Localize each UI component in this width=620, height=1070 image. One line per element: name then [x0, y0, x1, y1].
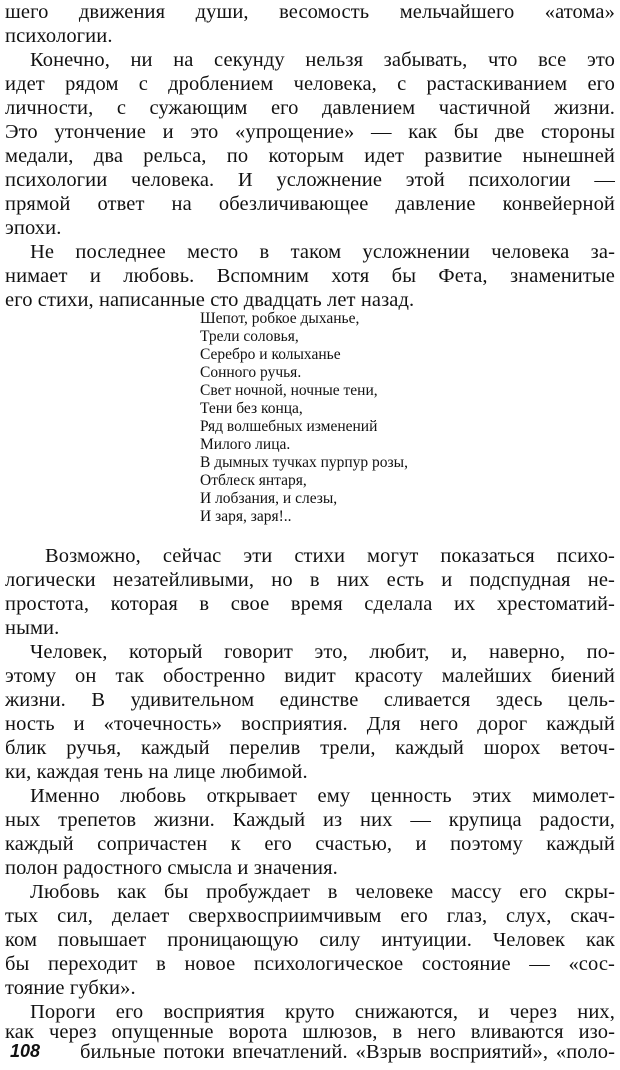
paragraph-5-line-5: блик ручья, каждый перелив трели, каждый шорох веточ-: [5, 737, 615, 759]
paragraph-7-line-1: Любовь как бы пробуждает в человеке массу его скры-: [30, 881, 615, 903]
paragraph-8-line-2: как через опущенные ворота шлюзов, в него вливаются изо-: [5, 1021, 615, 1043]
paragraph-3-line-1: Не последнее место в таком усложнении человека за-: [30, 241, 615, 263]
paragraph-4-line-2: логически незатейливыми, но в них есть и подспудная не-: [5, 569, 615, 591]
paragraph-6-line-3: каждый сопричастен к его счастью, и поэтому каждый: [5, 833, 615, 855]
paragraph-3-line-3: его стихи, написанные сто двадцать лет назад.: [5, 289, 415, 311]
paragraph-5-line-6: ки, каждая тень на лице любимой.: [5, 761, 308, 783]
poem-line-1: Шепот, робкое дыханье,: [200, 310, 360, 327]
paragraph-4-line-1: Возможно, сейчас эти стихи могут показаться психо-: [45, 545, 615, 567]
paragraph-2-line-2: идет рядом с дроблением человека, с растаскиванием его: [5, 73, 615, 95]
poem-line-11: И лобзания, и слезы,: [200, 490, 338, 507]
paragraph-2-line-3: личности, с сужающим его давлением частичной жизни.: [5, 97, 615, 119]
poem-line-12: И заря, заря!..: [200, 508, 292, 525]
paragraph-5-line-3: жизни. В удивительном единстве сливается здесь цель-: [5, 689, 615, 711]
paragraph-4-line-3: простота, которая в свое время сделала их хрестоматий-: [5, 593, 615, 615]
paragraph-1-line-1: шего движения души, весомость мельчайшего «атома»: [5, 1, 615, 23]
paragraph-2-line-4: Это утончение и это «упрощение» — как бы две стороны: [5, 121, 615, 143]
paragraph-6-line-2: ных трепетов жизни. Каждый из них — крупица радости,: [5, 809, 615, 831]
paragraph-7-line-4: бы переходит в новое психологическое состояние — «сос-: [5, 953, 615, 975]
paragraph-3-line-2: нимает и любовь. Вспомним хотя бы Фета, знаменитые: [5, 265, 615, 287]
paragraph-2-line-7: прямой ответ на обезличивающее давление конвейерной: [5, 193, 615, 215]
poem-line-7: Ряд волшебных изменений: [200, 418, 378, 435]
paragraph-7-line-5: тояние губки».: [5, 977, 136, 999]
paragraph-7-line-2: тых сил, делает сверхвосприимчивым его глаз, слух, скач-: [5, 905, 615, 927]
paragraph-2-line-1: Конечно, ни на секунду нельзя забывать, что все это: [30, 49, 615, 71]
poem-line-6: Тени без конца,: [200, 400, 303, 417]
page-number: 108: [10, 1041, 41, 1061]
poem-line-8: Милого лица.: [200, 436, 291, 453]
paragraph-5-line-2: этому он так обостренно видит красоту малейших биений: [5, 665, 615, 687]
paragraph-2-line-5: медали, два рельса, по которым идет развитие нынешней: [5, 145, 615, 167]
poem-line-3: Серебро и колыханье: [200, 346, 341, 363]
paragraph-2-line-6: психологии человека. И усложнение этой психологии —: [5, 169, 615, 191]
poem-line-4: Сонного ручья.: [200, 364, 302, 381]
poem-line-5: Свет ночной, ночные тени,: [200, 382, 378, 399]
paragraph-6-line-4: полон радостного смысла и значения.: [5, 857, 338, 879]
paragraph-1-line-2: психологии.: [5, 25, 113, 47]
paragraph-5-line-4: ность и «точечность» восприятия. Для него дорог каждый: [5, 713, 615, 735]
paragraph-5-line-1: Человек, который говорит это, любит, и, наверно, по-: [30, 641, 615, 663]
poem-line-10: Отблеск янтаря,: [200, 472, 307, 489]
poem-line-9: В дымных тучках пурпур розы,: [200, 454, 408, 471]
paragraph-2-line-8: эпохи.: [5, 217, 62, 239]
paragraph-4-line-4: ными.: [5, 617, 60, 639]
paragraph-8-line-3: бильные потоки впечатлений. «Взрыв восприятий», «поло-: [80, 1041, 615, 1063]
paragraph-7-line-3: ком повышает проницающую силу интуиции. Человек как: [5, 929, 615, 951]
poem-line-2: Трели соловья,: [200, 328, 299, 345]
paragraph-8-line-1: Пороги его восприятия круто снижаются, и через них,: [30, 1001, 615, 1023]
paragraph-6-line-1: Именно любовь открывает ему ценность этих мимолет-: [30, 785, 615, 807]
